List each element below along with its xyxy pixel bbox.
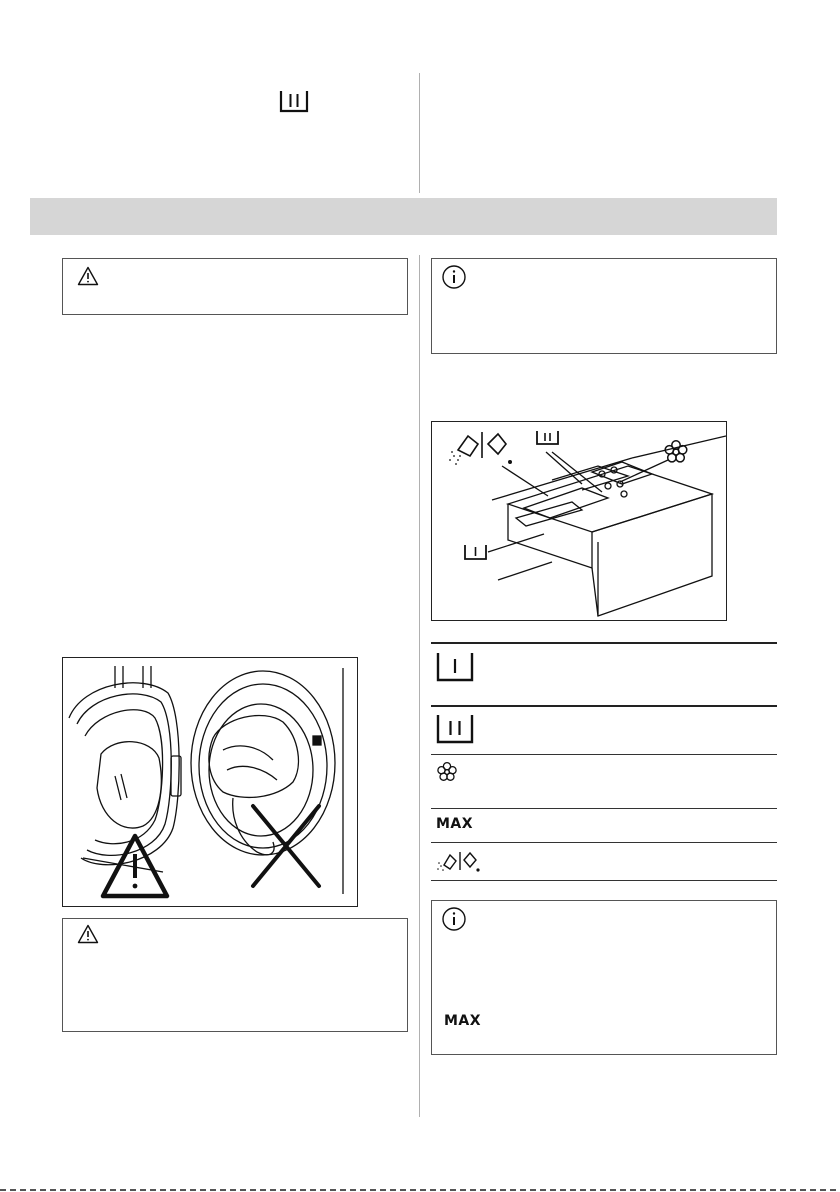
column-divider [419,255,420,1117]
legend-top-rule [431,642,777,644]
prewash-compartment-icon [436,651,476,683]
flower-softener-icon [436,761,458,783]
page-bottom-dashed-edge [0,1189,840,1191]
detergent-drawer-drawing [432,422,726,620]
top-column-divider [419,73,420,193]
warning-box-bottom [62,918,408,1032]
legend-bottom-rule [431,880,777,881]
info-circle-icon [441,264,467,290]
legend-rule-3 [431,808,777,809]
powder-liquid-flap-icon [436,849,484,873]
section-header-bar [30,198,777,235]
legend-rule-2 [431,754,777,755]
info-circle-icon [441,906,467,932]
info-box-top [431,258,777,354]
legend-rule-4 [431,842,777,843]
info-box-bottom [431,900,777,1055]
max-label: MAX [436,816,474,832]
warning-triangle-icon [77,924,99,944]
warning-triangle-icon [77,266,99,286]
main-wash-compartment-icon [279,89,309,115]
washing-machine-door-drawing [63,658,357,906]
info-max-label: MAX [444,1013,482,1029]
warning-box-top [62,258,408,315]
door-illustration [62,657,358,907]
main-wash-compartment-icon [436,713,476,745]
detergent-drawer-illustration [431,421,727,621]
legend-rule-1 [431,705,777,707]
